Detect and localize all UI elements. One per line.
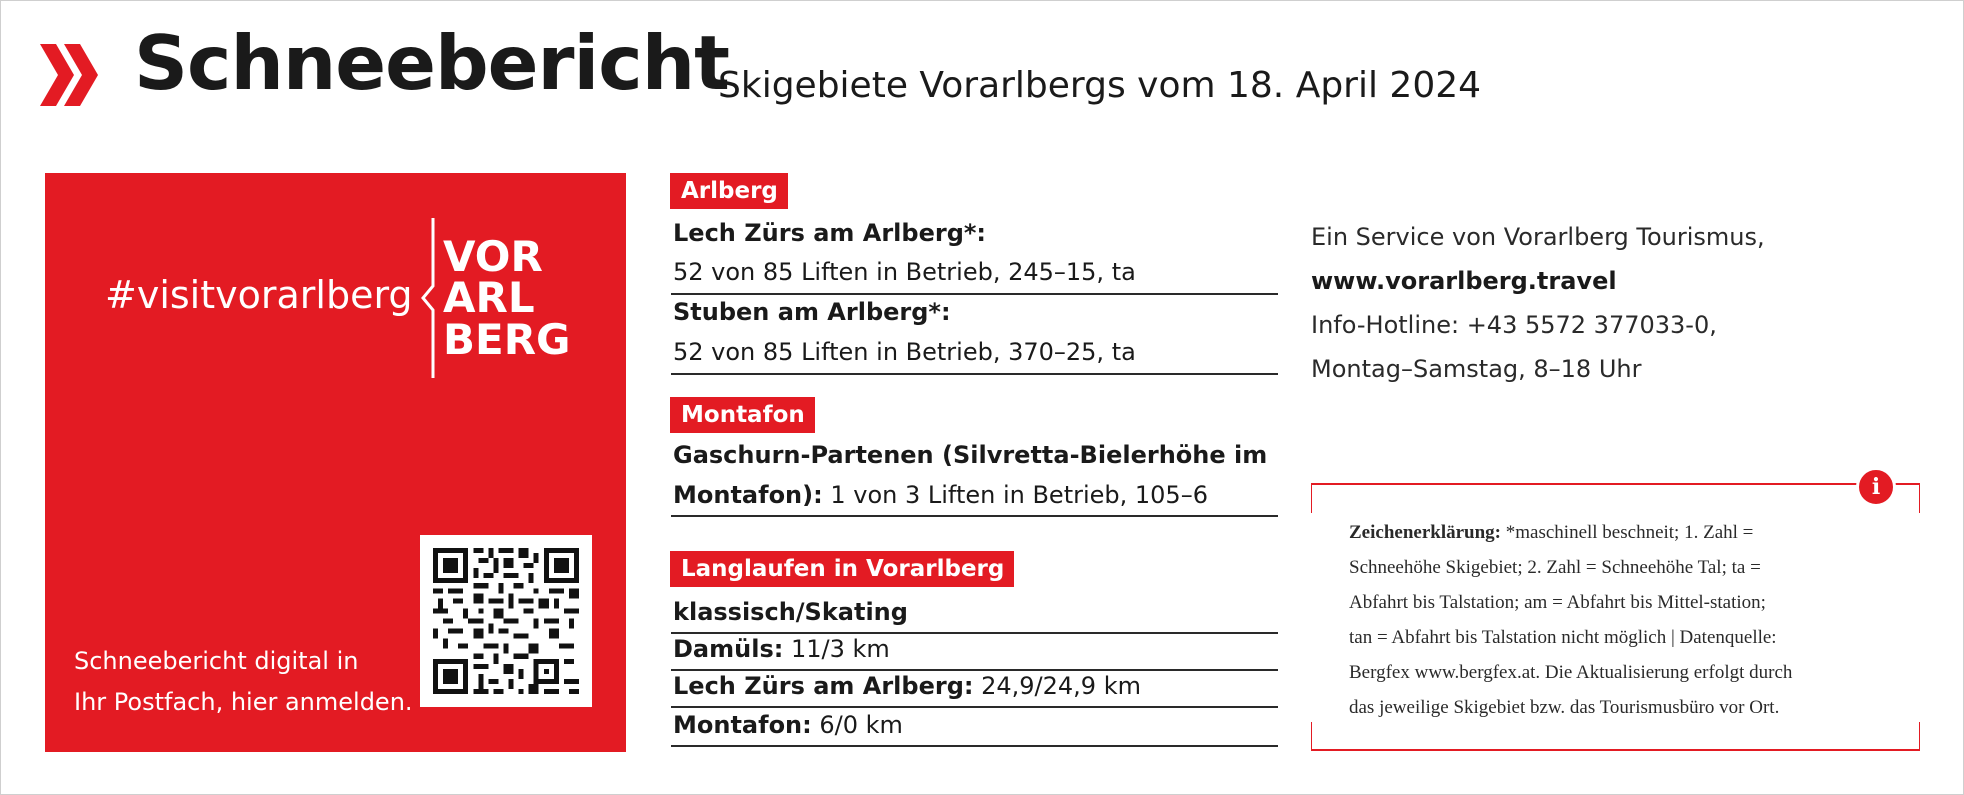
langlauf-heading: klassisch/Skating bbox=[673, 598, 908, 626]
double-chevron-icon bbox=[40, 44, 98, 106]
hotline-text: Info-Hotline: +43 5572 377033-0, bbox=[1311, 311, 1717, 339]
legend-border-top bbox=[1311, 483, 1920, 485]
langlauf-row-damuels: Damüls: 11/3 km bbox=[673, 635, 890, 663]
hashtag-text: #visitvorarlberg bbox=[105, 273, 413, 317]
cta-line-2: Ihr Postfach, hier anmelden. bbox=[74, 688, 413, 716]
service-line: Ein Service von Vorarlberg Tourismus, bbox=[1311, 223, 1765, 251]
region-tag-montafon: Montafon bbox=[670, 397, 815, 433]
divider bbox=[671, 745, 1278, 747]
langlauf-row-montafon: Montafon: 6/0 km bbox=[673, 711, 903, 739]
resort-name-gaschurn: Gaschurn-Partenen (Silvretta-Bielerhöhe im bbox=[673, 441, 1268, 469]
legend-line: Schneehöhe Skigebiet; 2. Zahl = Schneehöhe Tal; ta = bbox=[1349, 557, 1761, 578]
legend-border-left bbox=[1311, 722, 1312, 751]
page-subtitle: Skigebiete Vorarlbergs vom 18. April 2024 bbox=[718, 65, 1482, 106]
legend-line: Bergfex www.bergfex.at. Die Aktualisierung erfolgt durch bbox=[1349, 662, 1793, 683]
page-title: Schneebericht bbox=[134, 19, 729, 107]
qr-code-icon bbox=[433, 548, 579, 694]
divider bbox=[671, 515, 1278, 517]
divider bbox=[671, 669, 1278, 671]
legend-line: Abfahrt bis Talstation; am = Abfahrt bis Mittel-station; bbox=[1349, 592, 1766, 613]
region-tag-arlberg: Arlberg bbox=[670, 173, 788, 209]
legend-border-bottom bbox=[1311, 749, 1920, 751]
legend-line: tan = Abfahrt bis Talstation nicht möglich | Datenquelle: bbox=[1349, 627, 1777, 648]
newsletter-cta[interactable] bbox=[74, 641, 413, 723]
resort-detail-gaschurn: Montafon): 1 von 3 Liften in Betrieb, 105–6 bbox=[673, 481, 1208, 509]
cta-line-1: Schneebericht digital in bbox=[74, 647, 359, 675]
legend-heading: Zeichenerklärung: bbox=[1349, 522, 1501, 543]
hours-text: Montag–Samstag, 8–18 Uhr bbox=[1311, 355, 1642, 383]
qr-code[interactable] bbox=[420, 535, 592, 707]
legend-border-right bbox=[1919, 722, 1920, 751]
resort-detail-lech: 52 von 85 Liften in Betrieb, 245–15, ta bbox=[673, 258, 1136, 286]
legend-border-left bbox=[1311, 483, 1312, 513]
resort-name-stuben: Stuben am Arlberg*: bbox=[673, 298, 951, 326]
logo-line-vor: VOR bbox=[443, 232, 543, 281]
logo-bracket-icon bbox=[419, 218, 439, 378]
info-icon: i bbox=[1856, 467, 1896, 507]
legend-line: das jeweilige Skigebiet bzw. das Tourismusbüro vor Ort. bbox=[1349, 697, 1780, 718]
logo-line-arl: ARL bbox=[443, 273, 535, 322]
legend-border-right bbox=[1919, 483, 1920, 513]
divider bbox=[671, 632, 1278, 634]
legend-text: Zeichenerklärung: *maschinell beschneit; 1. Zahl = Schneehöhe Skigebiet; 2. Zahl = Schneehöhe Tal; ta = Abfahrt bis Talstation; am = Abfahrt bis Mittel-station; tan = Abfahrt bis Talstation nicht möglich | Datenquelle: Bergfex www.bergfex.at. Die Aktualisierung erfolgt durch das jeweilige Skigebiet bzw. das Tourismusbüro vor Ort. bbox=[1349, 515, 1869, 725]
divider bbox=[671, 293, 1278, 295]
region-tag-langlauf: Langlaufen in Vorarlberg bbox=[670, 551, 1014, 587]
website-link[interactable]: www.vorarlberg.travel bbox=[1311, 267, 1617, 295]
logo-line-berg: BERG bbox=[443, 315, 571, 364]
resort-name-lech: Lech Zürs am Arlberg*: bbox=[673, 219, 987, 247]
divider bbox=[671, 373, 1278, 375]
resort-detail-stuben: 52 von 85 Liften in Betrieb, 370–25, ta bbox=[673, 338, 1136, 366]
divider bbox=[671, 706, 1278, 708]
langlauf-row-lech: Lech Zürs am Arlberg: 24,9/24,9 km bbox=[673, 672, 1141, 700]
promo-panel[interactable] bbox=[45, 173, 626, 752]
service-info bbox=[1311, 215, 1765, 391]
